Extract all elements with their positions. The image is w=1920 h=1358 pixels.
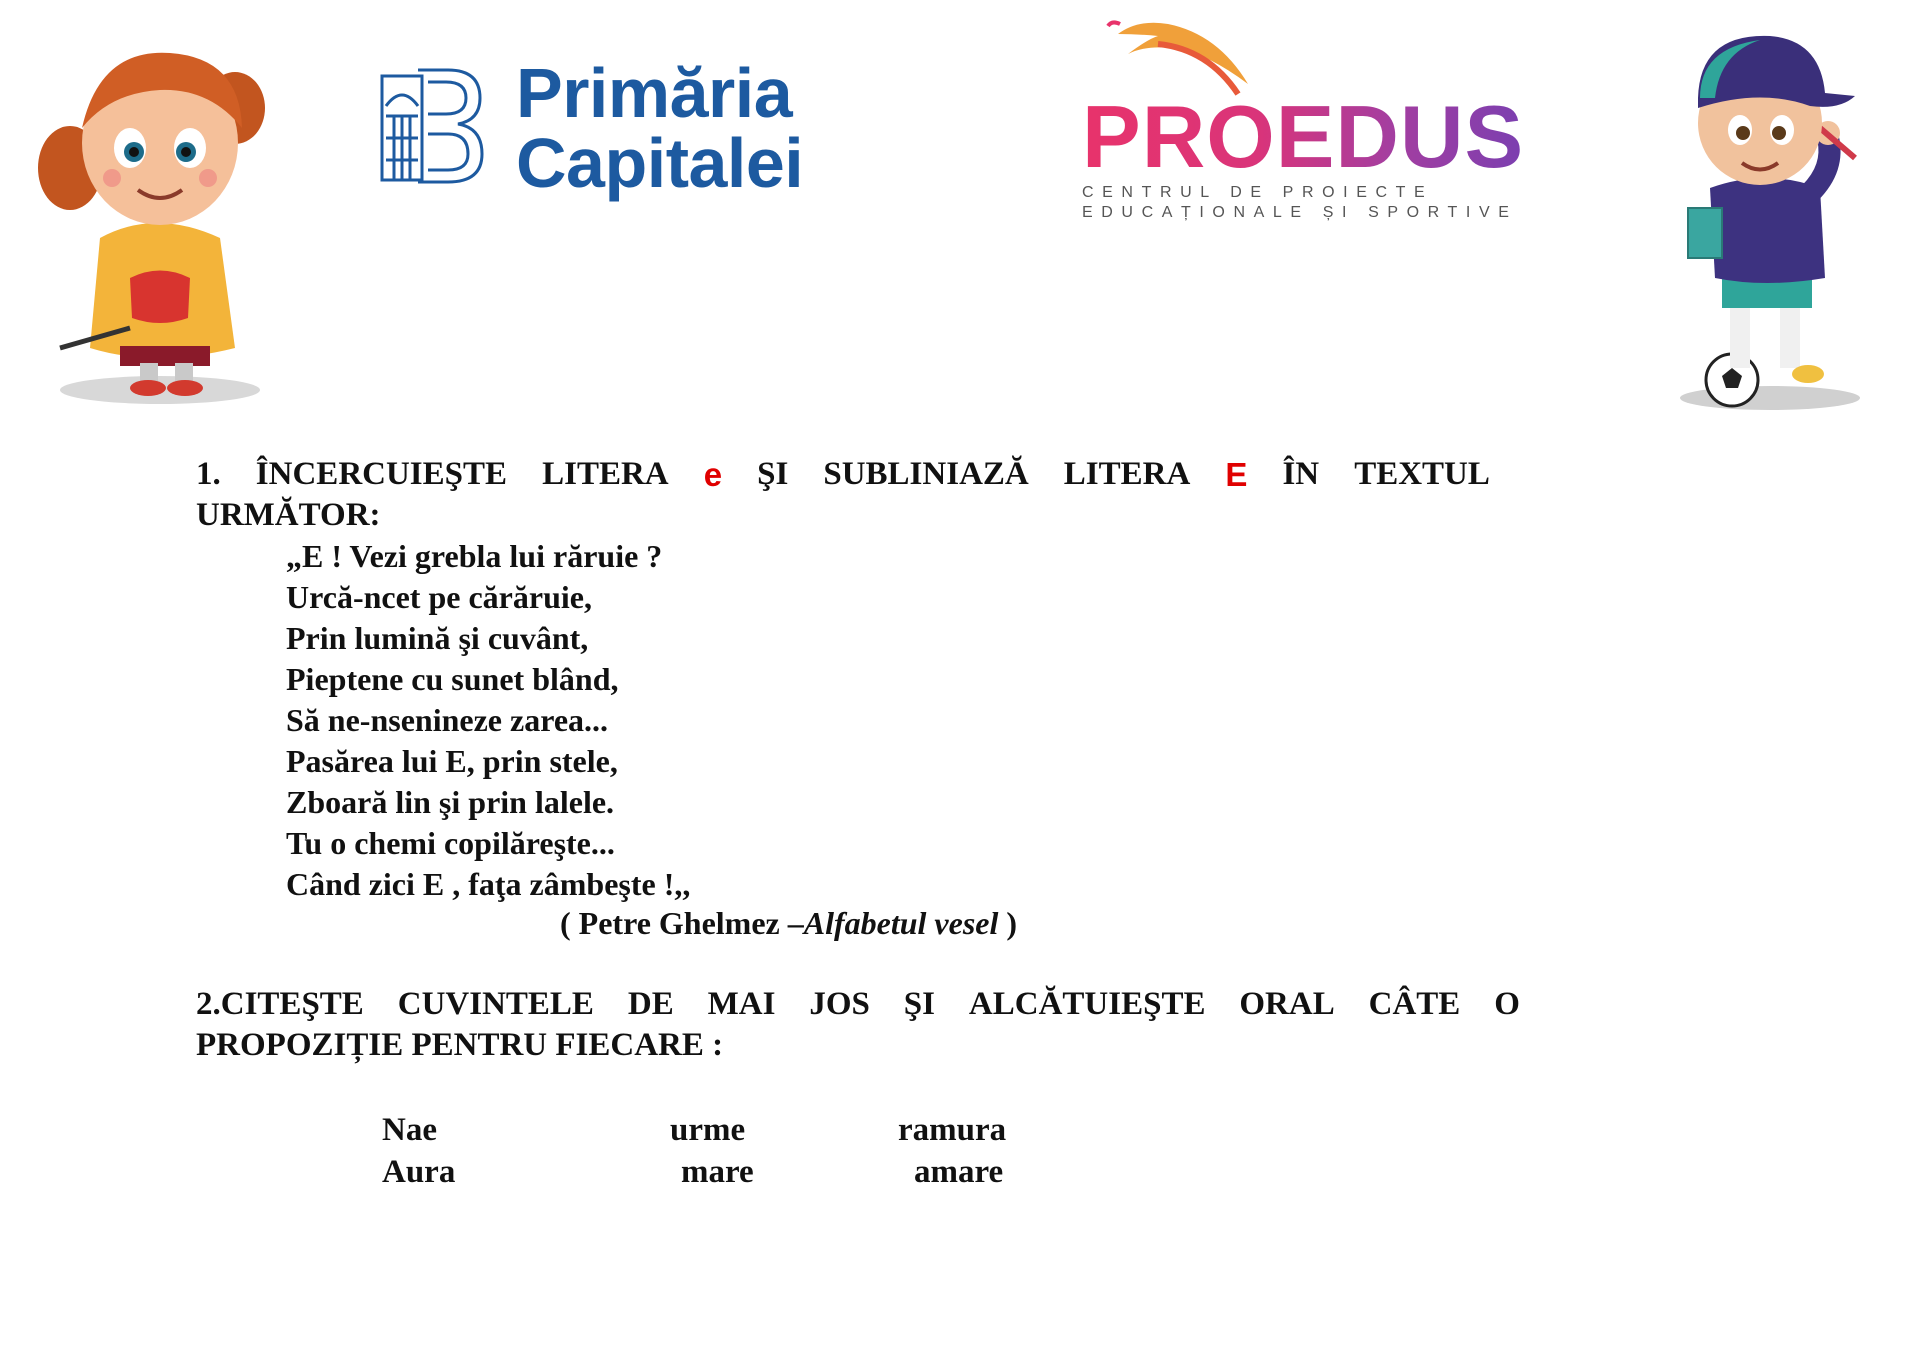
ex2-word: DE: [627, 986, 674, 1022]
exercise-2-instruction: [196, 984, 1520, 1066]
ex1-word: LITERA: [1063, 456, 1191, 492]
ex1-word: ÎN: [1282, 456, 1320, 492]
author-close: ): [998, 905, 1018, 941]
word-urme: urme: [670, 1112, 746, 1148]
exercise-1-instruction: [196, 454, 1490, 536]
proedus-title: PROEDUS: [1082, 87, 1525, 186]
primaria-emblem-icon: [378, 66, 484, 186]
poem-line: Tu o chemi copilăreşte...: [286, 825, 615, 861]
ex1-word: ÎNCERCUIEŞTE: [255, 456, 508, 492]
poem-line: „E ! Vezi grebla lui răruie ?: [286, 538, 663, 574]
ex2-word: ALCĂTUIEŞTE: [968, 986, 1206, 1022]
ex1-word: SUBLINIAZĂ: [823, 456, 1029, 492]
primaria-line2: Capitalei: [516, 124, 804, 202]
word-aura: Aura: [382, 1154, 456, 1190]
ex2-word: JOS: [809, 986, 870, 1022]
poem-line: Prin lumină şi cuvânt,: [286, 620, 589, 656]
poem-line: Când zici E , faţa zâmbeşte !,,: [286, 866, 691, 902]
poem-line: Zboară lin şi prin lalele.: [286, 784, 615, 820]
ex1-letter-uppercase-e: E: [1225, 456, 1248, 493]
poem-line: Pieptene cu sunet blând,: [286, 661, 619, 697]
exercise-1-line2: URMĂTOR:: [196, 497, 381, 533]
ex2-word: ORAL: [1239, 986, 1335, 1022]
primaria-logo-text: [516, 54, 804, 202]
word-nae: Nae: [382, 1112, 437, 1148]
exercise-1-line1: [196, 454, 1490, 495]
boy-character: [1660, 18, 1870, 413]
ex1-word: 1.: [196, 456, 221, 492]
book-title: Alfabetul vesel: [803, 905, 999, 941]
ex2-word: 2.CITEŞTE: [196, 986, 364, 1022]
ex2-word: CUVINTELE: [397, 986, 594, 1022]
primaria-line1: Primăria: [516, 54, 793, 132]
ex2-word: CÂTE: [1368, 986, 1461, 1022]
ex2-word: O: [1494, 986, 1520, 1022]
ex1-word: LITERA: [542, 456, 669, 492]
proedus-subtitle-1: CENTRUL DE PROIECTE: [1082, 184, 1434, 201]
ex1-letter-lowercase-e: e: [703, 456, 723, 493]
poem-attribution: [560, 905, 1017, 942]
proedus-logo: [1078, 14, 1525, 234]
proedus-subtitle-2: EDUCAȚIONALE ȘI SPORTIVE: [1082, 204, 1518, 221]
girl-character: [30, 28, 280, 408]
word-ramura: ramura: [898, 1112, 1007, 1148]
word-amare: amare: [914, 1154, 1004, 1190]
ex2-word: ŞI: [903, 986, 935, 1022]
word-mare: mare: [681, 1154, 754, 1190]
poem-line: Pasărea lui E, prin stele,: [286, 743, 618, 779]
ex1-word: TEXTUL: [1354, 456, 1490, 492]
exercise-2-line1: [196, 984, 1520, 1025]
ex2-word: MAI: [707, 986, 776, 1022]
author-name: ( Petre Ghelmez –: [560, 905, 804, 941]
poem: [286, 536, 690, 905]
exercise-2-line2: PROPOZIȚIE PENTRU FIECARE :: [196, 1027, 724, 1063]
poem-line: Urcă-ncet pe cărăruie,: [286, 579, 592, 615]
poem-line: Să ne-nsenineze zarea...: [286, 702, 609, 738]
ex1-word: ŞI: [757, 456, 789, 492]
